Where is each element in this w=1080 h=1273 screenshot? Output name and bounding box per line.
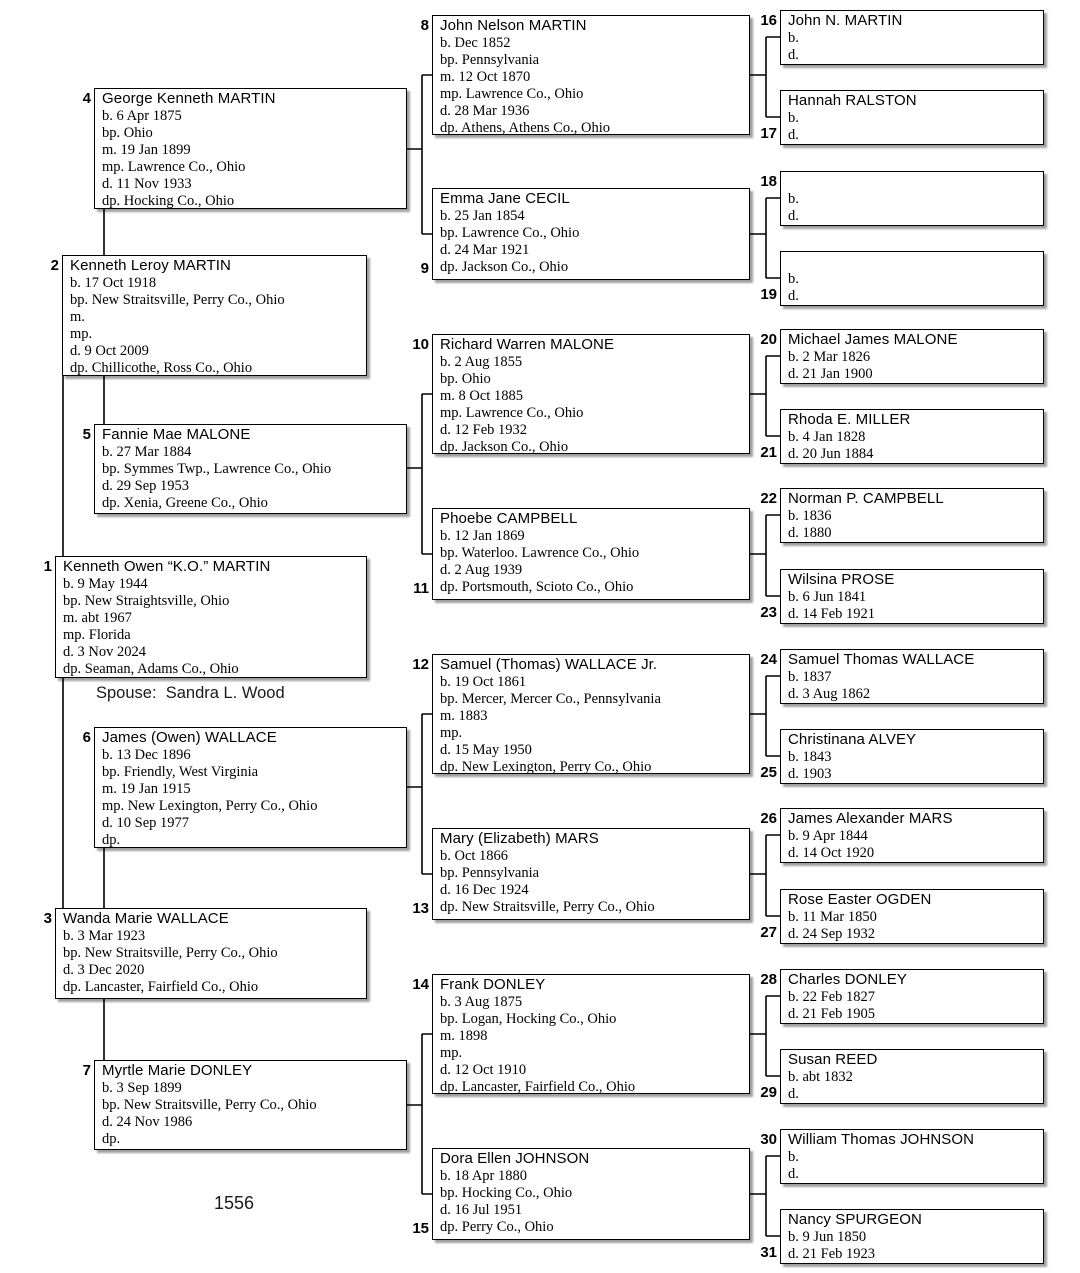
person-number: 6 bbox=[82, 729, 91, 746]
person-detail: b. 19 Oct 1861 bbox=[440, 674, 527, 690]
person-detail: b. 4 Jan 1828 bbox=[788, 429, 866, 445]
person-box-5 bbox=[82, 424, 407, 514]
person-detail: mp. New Lexington, Perry Co., Ohio bbox=[102, 798, 318, 814]
person-box-21 bbox=[760, 409, 1044, 464]
person-number: 29 bbox=[760, 1084, 777, 1101]
person-box-7 bbox=[82, 1060, 407, 1150]
person-number: 5 bbox=[82, 426, 91, 443]
person-detail: dp. Lancaster, Fairfield Co., Ohio bbox=[63, 979, 259, 995]
person-number: 26 bbox=[760, 810, 777, 827]
person-box-6 bbox=[82, 727, 407, 848]
person-name bbox=[788, 173, 1039, 191]
person-detail: dp. Perry Co., Ohio bbox=[440, 1219, 554, 1235]
person-name: Samuel (Thomas) WALLACE Jr. bbox=[440, 656, 658, 673]
person-detail: dp. bbox=[102, 832, 121, 848]
spouse-name: Sandra L. Wood bbox=[165, 684, 285, 702]
person-box-29 bbox=[760, 1049, 1044, 1104]
person-number: 22 bbox=[760, 490, 777, 507]
person-detail: b. 9 Apr 1844 bbox=[788, 828, 868, 844]
person-detail: b. 3 Sep 1899 bbox=[102, 1080, 182, 1096]
person-detail: mp. bbox=[440, 725, 463, 741]
person-detail: dp. New Lexington, Perry Co., Ohio bbox=[440, 759, 652, 775]
person-detail: bp. Pennsylvania bbox=[440, 865, 540, 881]
person-name: Mary (Elizabeth) MARS bbox=[440, 830, 599, 847]
person-box-2 bbox=[50, 255, 367, 376]
person-detail: b. bbox=[788, 30, 799, 46]
person-number: 11 bbox=[413, 580, 429, 597]
person-detail: b. 3 Aug 1875 bbox=[440, 994, 523, 1010]
person-detail: b. 9 May 1944 bbox=[63, 576, 148, 592]
page-number: 1556 bbox=[214, 1193, 255, 1213]
person-name: John N. MARTIN bbox=[788, 12, 903, 29]
person-number: 30 bbox=[760, 1131, 777, 1148]
person-detail: m. 8 Oct 1885 bbox=[440, 388, 523, 404]
person-detail: b. 13 Dec 1896 bbox=[102, 747, 191, 763]
person-detail: dp. Seaman, Adams Co., Ohio bbox=[63, 661, 239, 677]
person-detail: bp. Hocking Co., Ohio bbox=[440, 1185, 573, 1201]
person-detail: bp. Ohio bbox=[440, 371, 491, 387]
spouse-note bbox=[96, 684, 285, 703]
person-name: Nancy SPURGEON bbox=[788, 1211, 922, 1228]
person-detail: b. 12 Jan 1869 bbox=[440, 528, 525, 544]
person-name: Kenneth Leroy MARTIN bbox=[70, 257, 231, 274]
person-detail: d. 21 Jan 1900 bbox=[788, 366, 873, 382]
person-detail: bp. New Straitsville, Perry Co., Ohio bbox=[102, 1097, 317, 1113]
person-box-25 bbox=[760, 729, 1044, 784]
person-number: 20 bbox=[760, 331, 777, 348]
person-name: Samuel Thomas WALLACE bbox=[788, 651, 975, 668]
person-detail: b. 2 Mar 1826 bbox=[788, 349, 871, 365]
person-number: 17 bbox=[760, 125, 777, 142]
person-detail: d. bbox=[788, 288, 799, 304]
person-detail: dp. Hocking Co., Ohio bbox=[102, 193, 235, 209]
person-name: Richard Warren MALONE bbox=[440, 336, 615, 353]
person-number: 1 bbox=[43, 558, 52, 575]
person-name: Michael James MALONE bbox=[788, 331, 958, 348]
person-name: Christinana ALVEY bbox=[788, 731, 917, 748]
person-name: Fannie Mae MALONE bbox=[102, 426, 251, 443]
person-detail: bp. Pennsylvania bbox=[440, 52, 540, 68]
person-box-20 bbox=[760, 329, 1044, 384]
person-detail: mp. Florida bbox=[63, 627, 131, 643]
person-detail: d. 12 Feb 1932 bbox=[440, 422, 527, 438]
person-number: 13 bbox=[412, 900, 429, 917]
person-detail: b. 18 Apr 1880 bbox=[440, 1168, 527, 1184]
person-detail: d. bbox=[788, 47, 799, 63]
person-detail: d. 24 Sep 1932 bbox=[788, 926, 875, 942]
person-detail: b. bbox=[788, 271, 799, 287]
person-detail: m. abt 1967 bbox=[63, 610, 132, 626]
person-name: Rose Easter OGDEN bbox=[788, 891, 932, 908]
person-number: 12 bbox=[412, 656, 429, 673]
person-detail: m. 19 Jan 1899 bbox=[102, 142, 191, 158]
person-detail: dp. Chillicothe, Ross Co., Ohio bbox=[70, 360, 253, 376]
person-detail: d. bbox=[788, 208, 799, 224]
person-name: Rhoda E. MILLER bbox=[788, 411, 911, 428]
person-name: James (Owen) WALLACE bbox=[102, 729, 277, 746]
person-detail: mp. bbox=[440, 1045, 463, 1061]
person-detail: d. 14 Oct 1920 bbox=[788, 845, 875, 861]
person-detail: d. 24 Mar 1921 bbox=[440, 242, 530, 258]
person-number: 3 bbox=[43, 910, 52, 927]
spouse-label: Spouse: bbox=[96, 684, 157, 702]
person-detail: b. bbox=[788, 191, 799, 207]
person-name: John Nelson MARTIN bbox=[440, 17, 587, 34]
person-box-15 bbox=[412, 1148, 750, 1240]
person-number: 7 bbox=[82, 1062, 91, 1079]
person-detail: b. 6 Jun 1841 bbox=[788, 589, 867, 605]
person-name: Hannah RALSTON bbox=[788, 92, 917, 109]
person-number: 31 bbox=[760, 1244, 777, 1261]
person-name: Charles DONLEY bbox=[788, 971, 907, 988]
person-name: George Kenneth MARTIN bbox=[102, 90, 276, 107]
person-number: 14 bbox=[412, 976, 429, 993]
person-box-26 bbox=[760, 808, 1044, 863]
person-detail: bp. Logan, Hocking Co., Ohio bbox=[440, 1011, 617, 1027]
person-box-16 bbox=[760, 10, 1044, 65]
person-detail: b. Dec 1852 bbox=[440, 35, 511, 51]
person-detail: m. bbox=[70, 309, 85, 325]
person-detail: d. 10 Sep 1977 bbox=[102, 815, 189, 831]
person-name: Emma Jane CECIL bbox=[440, 190, 570, 207]
person-box-27 bbox=[760, 889, 1044, 944]
person-detail: d. 29 Sep 1953 bbox=[102, 478, 189, 494]
person-detail: b. Oct 1866 bbox=[440, 848, 509, 864]
person-number: 24 bbox=[760, 651, 777, 668]
person-detail: mp. Lawrence Co., Ohio bbox=[440, 86, 584, 102]
person-detail: d. bbox=[788, 127, 799, 143]
person-number: 23 bbox=[760, 604, 777, 621]
person-detail: mp. Lawrence Co., Ohio bbox=[102, 159, 246, 175]
person-detail: dp. Athens, Athens Co., Ohio bbox=[440, 120, 610, 136]
person-name: Myrtle Marie DONLEY bbox=[102, 1062, 253, 1079]
person-detail: d. bbox=[788, 1086, 799, 1102]
person-detail: b. 22 Feb 1827 bbox=[788, 989, 875, 1005]
person-name: Wanda Marie WALLACE bbox=[63, 910, 229, 927]
person-box-17 bbox=[760, 90, 1044, 145]
person-detail: m. 1898 bbox=[440, 1028, 488, 1044]
person-box-19 bbox=[760, 251, 1044, 306]
person-number: 18 bbox=[760, 173, 777, 190]
person-detail: b. 6 Apr 1875 bbox=[102, 108, 182, 124]
person-detail: bp. Waterloo. Lawrence Co., Ohio bbox=[440, 545, 640, 561]
person-detail: dp. Lancaster, Fairfield Co., Ohio bbox=[440, 1079, 636, 1095]
person-box-24 bbox=[760, 649, 1044, 704]
person-box-9 bbox=[420, 188, 750, 280]
person-detail: b. 9 Jun 1850 bbox=[788, 1229, 867, 1245]
person-name: Frank DONLEY bbox=[440, 976, 546, 993]
person-box-23 bbox=[760, 569, 1044, 624]
person-detail: b. 25 Jan 1854 bbox=[440, 208, 525, 224]
person-name: James Alexander MARS bbox=[788, 810, 953, 827]
person-detail: dp. Jackson Co., Ohio bbox=[440, 439, 569, 455]
person-detail: mp. Lawrence Co., Ohio bbox=[440, 405, 584, 421]
person-detail: d. 15 May 1950 bbox=[440, 742, 532, 758]
person-detail: b. 2 Aug 1855 bbox=[440, 354, 523, 370]
person-number: 10 bbox=[412, 336, 429, 353]
person-detail: b. 11 Mar 1850 bbox=[788, 909, 877, 925]
person-name: Dora Ellen JOHNSON bbox=[440, 1150, 590, 1167]
person-number: 19 bbox=[760, 286, 777, 303]
person-detail: dp. New Straitsville, Perry Co., Ohio bbox=[440, 899, 655, 915]
person-detail: b. 1843 bbox=[788, 749, 832, 765]
person-box-11 bbox=[413, 508, 750, 600]
person-number: 15 bbox=[412, 1220, 429, 1237]
person-box-22 bbox=[760, 488, 1044, 543]
person-detail: d. 11 Nov 1933 bbox=[102, 176, 192, 192]
person-detail: d. bbox=[788, 1166, 799, 1182]
person-detail: bp. New Straitsville, Perry Co., Ohio bbox=[70, 292, 285, 308]
person-box-8 bbox=[420, 15, 750, 136]
person-detail: m. 19 Jan 1915 bbox=[102, 781, 191, 797]
person-detail: d. 1903 bbox=[788, 766, 832, 782]
person-box-13 bbox=[412, 828, 750, 920]
person-number: 27 bbox=[760, 924, 777, 941]
person-number: 28 bbox=[760, 971, 777, 988]
person-detail: d. 12 Oct 1910 bbox=[440, 1062, 527, 1078]
person-name: Kenneth Owen “K.O.” MARTIN bbox=[63, 558, 271, 575]
person-box-1 bbox=[43, 556, 367, 678]
person-detail: d. 9 Oct 2009 bbox=[70, 343, 149, 359]
person-detail: dp. Xenia, Greene Co., Ohio bbox=[102, 495, 268, 511]
person-detail: d. 14 Feb 1921 bbox=[788, 606, 875, 622]
person-detail: dp. Jackson Co., Ohio bbox=[440, 259, 569, 275]
person-number: 9 bbox=[420, 260, 429, 277]
person-detail: d. 2 Aug 1939 bbox=[440, 562, 523, 578]
person-detail: d. 1880 bbox=[788, 525, 832, 541]
person-detail: d. 16 Dec 1924 bbox=[440, 882, 529, 898]
person-box-3 bbox=[43, 908, 367, 999]
person-detail: b. abt 1832 bbox=[788, 1069, 853, 1085]
person-number: 8 bbox=[420, 17, 429, 34]
person-box-28 bbox=[760, 969, 1044, 1024]
person-number: 4 bbox=[82, 90, 91, 107]
person-detail: mp. bbox=[70, 326, 93, 342]
person-detail: bp. New Straightsville, Ohio bbox=[63, 593, 230, 609]
person-detail: d. 3 Dec 2020 bbox=[63, 962, 145, 978]
person-name: William Thomas JOHNSON bbox=[788, 1131, 975, 1148]
person-detail: bp. Mercer, Mercer Co., Pennsylvania bbox=[440, 691, 661, 707]
person-detail: b. 27 Mar 1884 bbox=[102, 444, 192, 460]
person-detail: d. 3 Aug 1862 bbox=[788, 686, 871, 702]
person-name: Susan REED bbox=[788, 1051, 878, 1068]
person-name bbox=[788, 253, 1039, 271]
person-detail: m. 12 Oct 1870 bbox=[440, 69, 531, 85]
person-box-10 bbox=[412, 334, 750, 455]
person-detail: b. 1836 bbox=[788, 508, 832, 524]
person-detail: b. 17 Oct 1918 bbox=[70, 275, 157, 291]
person-detail: bp. Friendly, West Virginia bbox=[102, 764, 259, 780]
person-detail: bp. Ohio bbox=[102, 125, 153, 141]
person-number: 16 bbox=[760, 12, 777, 29]
person-detail: d. 21 Feb 1923 bbox=[788, 1246, 875, 1262]
person-box-4 bbox=[82, 88, 407, 209]
person-name: Phoebe CAMPBELL bbox=[440, 510, 578, 527]
person-detail: d. 3 Nov 2024 bbox=[63, 644, 146, 660]
person-detail: bp. Symmes Twp., Lawrence Co., Ohio bbox=[102, 461, 332, 477]
person-detail: bp. New Straitsville, Perry Co., Ohio bbox=[63, 945, 278, 961]
person-number: 21 bbox=[760, 444, 777, 461]
person-box-14 bbox=[412, 974, 750, 1095]
person-detail: b. 1837 bbox=[788, 669, 832, 685]
person-box-18 bbox=[760, 171, 1044, 226]
person-box-30 bbox=[760, 1129, 1044, 1184]
person-detail: d. 20 Jun 1884 bbox=[788, 446, 874, 462]
person-detail: b. bbox=[788, 1149, 799, 1165]
person-detail: dp. bbox=[102, 1131, 121, 1147]
person-detail: d. 21 Feb 1905 bbox=[788, 1006, 875, 1022]
person-detail: b. bbox=[788, 110, 799, 126]
person-detail: d. 16 Jul 1951 bbox=[440, 1202, 523, 1218]
person-number: 25 bbox=[760, 764, 777, 781]
person-name: Wilsina PROSE bbox=[788, 571, 895, 588]
person-number: 2 bbox=[50, 257, 59, 274]
person-detail: b. 3 Mar 1923 bbox=[63, 928, 146, 944]
person-detail: d. 24 Nov 1986 bbox=[102, 1114, 193, 1130]
person-detail: dp. Portsmouth, Scioto Co., Ohio bbox=[440, 579, 634, 595]
person-detail: d. 28 Mar 1936 bbox=[440, 103, 530, 119]
person-box-31 bbox=[760, 1209, 1044, 1264]
person-name: Norman P. CAMPBELL bbox=[788, 490, 944, 507]
person-detail: bp. Lawrence Co., Ohio bbox=[440, 225, 580, 241]
person-detail: m. 1883 bbox=[440, 708, 488, 724]
person-box-12 bbox=[412, 654, 750, 775]
